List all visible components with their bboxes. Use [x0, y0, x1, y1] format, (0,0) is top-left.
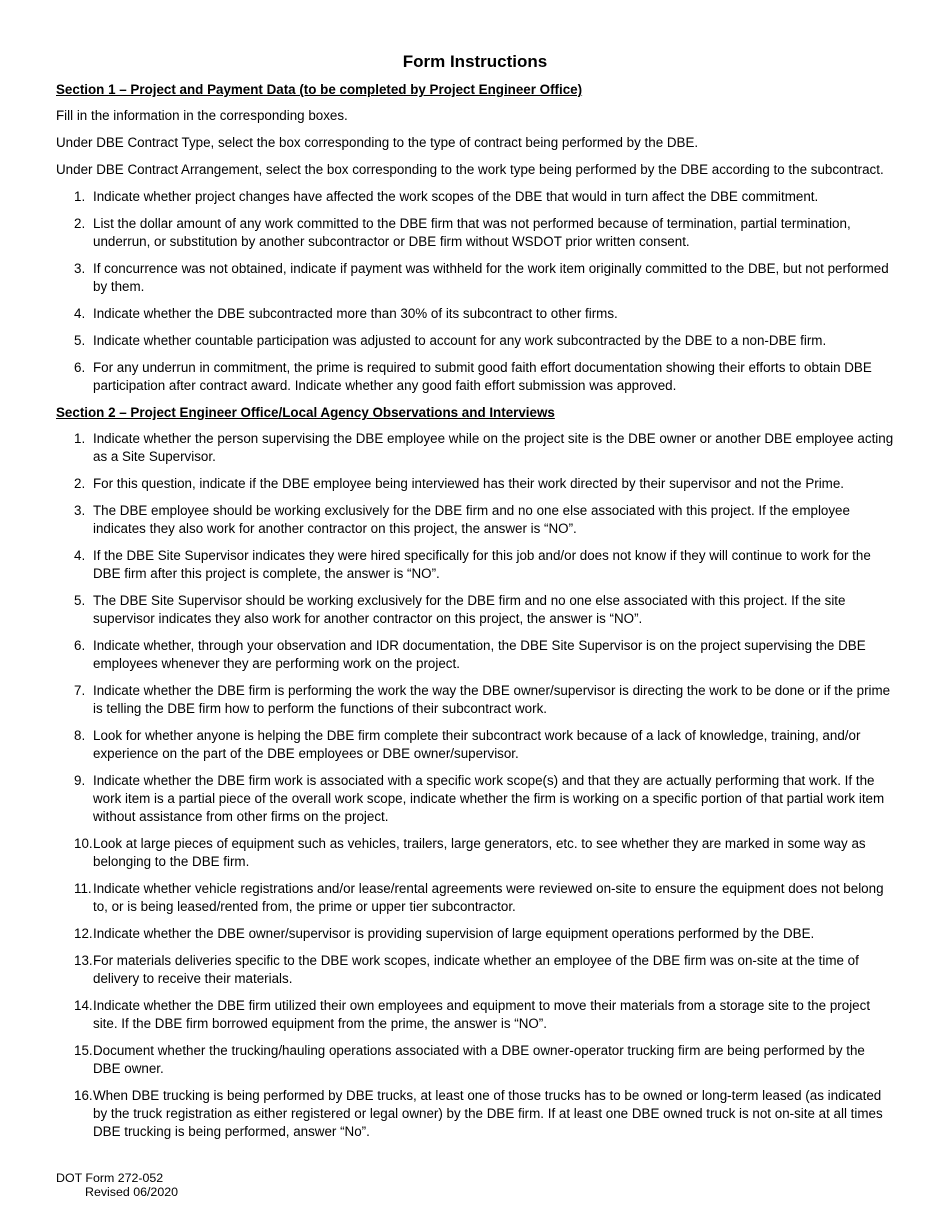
list-item-text: Indicate whether vehicle registrations and/or lease/rental agreements were reviewed on-site to ensure the equipment does not belong to, or is being leased/rented from, the prime or upper tier subcontractor.: [93, 881, 884, 914]
section-1-paragraph: Under DBE Contract Arrangement, select the box corresponding to the work type being performed by the DBE according to the subcontract.: [56, 162, 884, 177]
list-item-text: Look for whether anyone is helping the DBE firm complete their subcontract work because of a lack of knowledge, training, and/or experience on the part of the DBE employees or DBE owner/supervisor.: [93, 728, 861, 761]
revision-date: Revised 06/2020: [85, 1185, 178, 1199]
list-item-text: The DBE employee should be working exclusively for the DBE firm and no one else associated with this project. If the employee indicates they also work for another contractor on this project, the answer is “NO”.: [93, 503, 850, 536]
list-item: [56, 835, 896, 871]
list-item: [56, 305, 896, 323]
list-item-text: If the DBE Site Supervisor indicates they were hired specifically for this job and/or does not know if they will continue to work for the DBE firm after this project is complete, the answer is “NO”.: [93, 548, 871, 581]
list-item-number: 1.: [74, 189, 86, 204]
list-item-number: 14.: [74, 998, 93, 1013]
list-item: [56, 1042, 896, 1078]
section-1-paragraph: Fill in the information in the corresponding boxes.: [56, 108, 348, 123]
list-item-text: Indicate whether the DBE subcontracted more than 30% of its subcontract to other firms.: [93, 306, 618, 321]
list-item-text: When DBE trucking is being performed by DBE trucks, at least one of those trucks has to be owned or long-term leased (as indicated by the truck registration as either registered or legal owner) by the DBE firm. If at least one DBE owned truck is not on-site at all times DBE trucking is being performed, answer “No”.: [93, 1088, 883, 1139]
list-item-number: 12.: [74, 926, 93, 941]
list-item-text: For this question, indicate if the DBE employee being interviewed has their work directed by their supervisor and not the Prime.: [93, 476, 845, 491]
list-item-text: Look at large pieces of equipment such as vehicles, trailers, large generators, etc. to see whether they are marked in some way as belonging to the DBE firm.: [93, 836, 866, 869]
list-item-number: 4.: [74, 548, 86, 563]
list-item-number: 4.: [74, 306, 86, 321]
list-item-text: Indicate whether the person supervising the DBE employee while on the project site is the DBE owner or another DBE employee acting as a Site Supervisor.: [93, 431, 894, 464]
list-item-text: Indicate whether, through your observation and IDR documentation, the DBE Site Supervisor is on the project supervising the DBE employees whenever they are performing work on the project.: [93, 638, 866, 671]
page-title: Form Instructions: [402, 52, 548, 71]
list-item: [56, 682, 896, 718]
section-1-paragraph: Under DBE Contract Type, select the box corresponding to the type of contract being performed by the DBE.: [56, 135, 699, 150]
list-item-number: 5.: [74, 333, 86, 348]
list-item: [56, 475, 896, 493]
list-item-number: 16.: [74, 1088, 93, 1103]
list-item-number: 8.: [74, 728, 86, 743]
list-item-text: Indicate whether the DBE firm work is associated with a specific work scope(s) and that they are actually performing that work. If the work item is a partial piece of the overall work scope, indicate whether the firm is working on a specific portion of that partial work item without assistance from other firms on the project.: [93, 773, 885, 824]
list-item-number: 15.: [74, 1043, 93, 1058]
list-item-text: For any underrun in commitment, the prime is required to submit good faith effort documentation showing their efforts to obtain DBE participation after contract award. Indicate whether any good faith effort submission was approved.: [93, 360, 872, 393]
list-item-number: 6.: [74, 360, 86, 375]
list-item: [56, 772, 896, 826]
section-1-list: [56, 188, 896, 395]
list-item-number: 1.: [74, 431, 86, 446]
list-item: [56, 359, 896, 395]
list-item: [56, 880, 896, 916]
list-item-number: 2.: [74, 216, 86, 231]
list-item-text: The DBE Site Supervisor should be working exclusively for the DBE firm and no one else associated with this project. If the site supervisor indicates they also work for another contractor on this project, the answer is “NO”.: [93, 593, 846, 626]
section-2-heading: Section 2 – Project Engineer Office/Local Agency Observations and Interviews: [56, 405, 555, 420]
list-item-number: 11.: [74, 881, 92, 896]
list-item-number: 6.: [74, 638, 86, 653]
list-item-text: If concurrence was not obtained, indicate if payment was withheld for the work item originally committed to the DBE, but not performed by them.: [93, 261, 889, 294]
list-item-number: 9.: [74, 773, 86, 788]
list-item-number: 7.: [74, 683, 86, 698]
list-item: [56, 637, 896, 673]
list-item: [56, 215, 896, 251]
form-number: DOT Form 272-052: [56, 1171, 164, 1185]
list-item: [56, 997, 896, 1033]
list-item: [56, 430, 896, 466]
list-item-number: 3.: [74, 261, 86, 276]
list-item-text: For materials deliveries specific to the DBE work scopes, indicate whether an employee of the DBE firm was on-site at the time of delivery to receive their materials.: [93, 953, 859, 986]
list-item: [56, 727, 896, 763]
section-2-list: [56, 430, 896, 1141]
list-item: [56, 332, 896, 350]
list-item: [56, 188, 896, 206]
list-item: [56, 952, 896, 988]
list-item-text: Indicate whether countable participation was adjusted to account for any work subcontracted by the DBE to a non-DBE firm.: [93, 333, 827, 348]
instructions-body: [56, 81, 896, 1150]
list-item-text: Indicate whether project changes have affected the work scopes of the DBE that would in turn affect the DBE commitment.: [93, 189, 819, 204]
list-item-text: List the dollar amount of any work committed to the DBE firm that was not performed because of termination, partial termination, underrun, or substitution by another subcontractor or DBE firm without WSDOT prior written consent.: [93, 216, 851, 249]
list-item-number: 10.: [74, 836, 93, 851]
list-item: [56, 1087, 896, 1141]
list-item: [56, 502, 896, 538]
list-item-number: 13.: [74, 953, 93, 968]
list-item: [56, 592, 896, 628]
list-item-number: 3.: [74, 503, 86, 518]
section-1-heading: Section 1 – Project and Payment Data (to be completed by Project Engineer Office): [56, 82, 583, 97]
list-item-number: 2.: [74, 476, 86, 491]
list-item: [56, 925, 896, 943]
list-item-text: Indicate whether the DBE owner/supervisor is providing supervision of large equipment operations performed by the DBE.: [93, 926, 815, 941]
list-item-number: 5.: [74, 593, 86, 608]
list-item-text: Indicate whether the DBE firm utilized their own employees and equipment to move their materials from a storage site to the project site. If the DBE firm borrowed equipment from the prime, the answer is “NO”.: [93, 998, 871, 1031]
list-item-text: Indicate whether the DBE firm is performing the work the way the DBE owner/supervisor is directing the work to be done or if the prime is telling the DBE firm how to perform the functions of their subcontract work.: [93, 683, 891, 716]
form-footer: [56, 1171, 178, 1199]
list-item-text: Document whether the trucking/hauling operations associated with a DBE owner-operator trucking firm are being performed by the DBE owner.: [93, 1043, 865, 1076]
list-item: [56, 260, 896, 296]
list-item: [56, 547, 896, 583]
